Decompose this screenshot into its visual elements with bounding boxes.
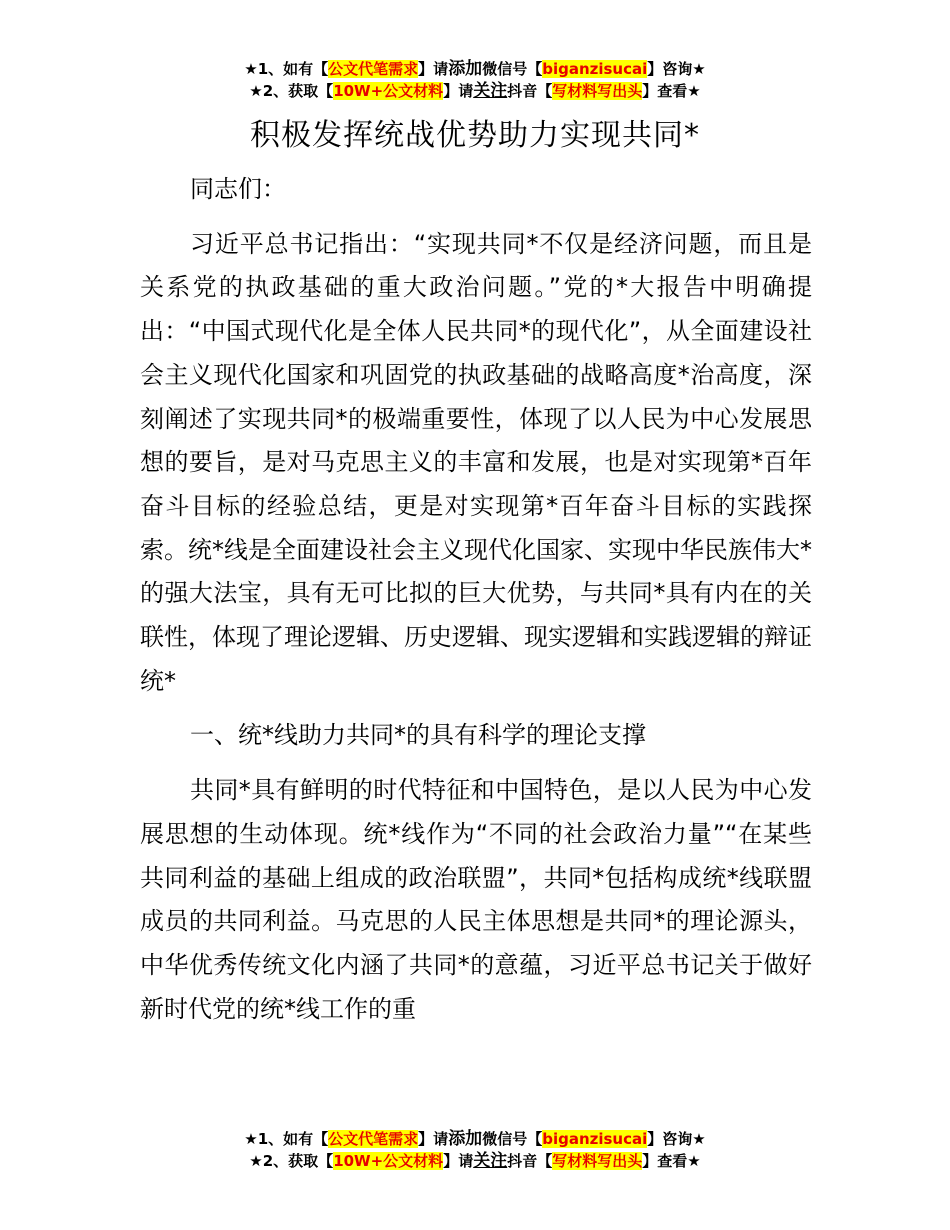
promo-text: 抖音【 — [507, 82, 553, 100]
promo-highlight: 公文代笔需求 — [328, 1130, 419, 1148]
promo-emphasis: 添加 — [448, 59, 483, 79]
promo-line-1 — [0, 58, 950, 80]
promo-text: ★2、获取【 — [249, 82, 334, 100]
promo-text: 】请 — [418, 1130, 449, 1148]
promo-text: 】请 — [443, 82, 474, 100]
promo-line-1 — [0, 1128, 950, 1150]
promo-line-2 — [0, 1150, 950, 1172]
promo-text: ★1、如有【 — [244, 1130, 329, 1148]
promo-wechat-id: biganzisucai — [542, 60, 648, 78]
document-title: 积极发挥统战优势助力实现共同* — [250, 118, 700, 153]
body-paragraph: 习近平总书记指出：“实现共同*不仅是经济问题，而且是关系党的执政基础的重大政治问题。”党的*大报告中明确提出：“中国式现代化是全体人民共同*的现代化”，从全面建设社会主义现代化国家和巩固党的执政基础的战略高度*治高度，深刻阐述了实现共同*的极端重要性，体现了以人民为中心发展思想的要旨，是对马克思主义的丰富和发展，也是对实现第*百年奋斗目标的经验总结，更是对实现第*百年奋斗目标的实践探索。统*线是全面建设社会主义现代化国家、实现中华民族伟大*的强大法宝，具有无可比拟的巨大优势，与共同*具有内在的关联性，体现了理论逻辑、历史逻辑、现实逻辑和实践逻辑的辩证统* — [140, 229, 812, 695]
promo-banner-bottom — [0, 1128, 950, 1172]
document-body — [140, 168, 812, 1031]
promo-text: 】咨询★ — [647, 1130, 706, 1148]
promo-wechat-id: biganzisucai — [542, 1130, 648, 1148]
body-paragraph: 共同*具有鲜明的时代特征和中国特色，是以人民为中心发展思想的生动体现。统*线作为“不同的社会政治力量”“在某些共同利益的基础上组成的政治联盟”，共同*包括构成统*线联盟成员的共同利益。马克思的人民主体思想是共同*的理论源头，中华优秀传统文化内涵了共同*的意蕴，习近平总书记关于做好新时代党的统*线工作的重 — [140, 776, 812, 1023]
promo-text: 微信号【 — [482, 1130, 543, 1148]
promo-text: ★2、获取【 — [249, 1152, 334, 1170]
promo-emphasis: 关注 — [473, 1151, 508, 1171]
promo-text: 】咨询★ — [647, 60, 706, 78]
promo-text: 抖音【 — [507, 1152, 553, 1170]
promo-text: 】请 — [443, 1152, 474, 1170]
promo-highlight: 10W+公文材料 — [333, 82, 444, 100]
promo-text: 】查看★ — [642, 1152, 701, 1170]
section-heading: 一、统*线助力共同*的具有科学的理论支撑 — [190, 721, 646, 750]
promo-highlight: 公文代笔需求 — [328, 60, 419, 78]
promo-text: 微信号【 — [482, 60, 543, 78]
promo-line-2 — [0, 80, 950, 102]
promo-text: 】查看★ — [642, 82, 701, 100]
promo-highlight: 10W+公文材料 — [333, 1152, 444, 1170]
promo-text: 】请 — [418, 60, 449, 78]
promo-emphasis: 添加 — [448, 1129, 483, 1149]
promo-banner-top — [0, 58, 950, 102]
salutation: 同志们： — [190, 175, 286, 203]
promo-douyin-id: 写材料写出头 — [552, 82, 643, 100]
promo-text: ★1、如有【 — [244, 60, 329, 78]
promo-emphasis: 关注 — [473, 81, 508, 101]
promo-douyin-id: 写材料写出头 — [552, 1152, 643, 1170]
